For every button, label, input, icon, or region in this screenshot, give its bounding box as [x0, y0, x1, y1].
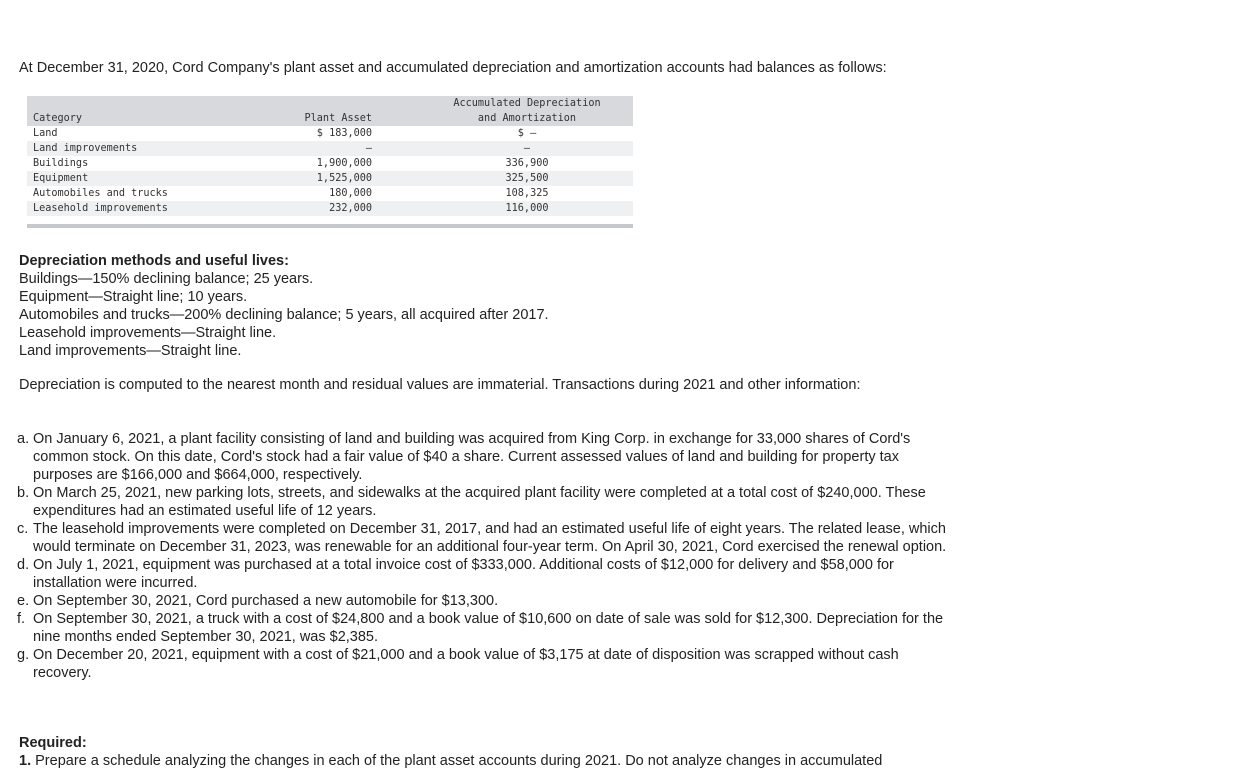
- transaction-item: [17, 484, 957, 520]
- table-row: [27, 186, 633, 201]
- item-text: On January 6, 2021, a plant facility consisting of land and building was acquired from King Corp. in exchange for 33,000 shares of Cord's common stock. On this date, Cord's stock had a fair value of $40 a share. Current assessed values of land and building for property tax purposes are $166,000 and $664,000, respectively.: [33, 431, 911, 483]
- row-plant-asset: 1,900,000: [316, 158, 372, 169]
- required-item-number: 1.: [19, 753, 32, 769]
- table-row: [27, 126, 633, 141]
- computation-note: Depreciation is computed to the nearest month and residual values are immaterial. Transactions during 2021 and other information:: [19, 377, 861, 393]
- transaction-item: [17, 592, 957, 610]
- item-letter: c.: [17, 521, 29, 537]
- item-letter: f.: [17, 611, 26, 627]
- transactions-list: [17, 430, 957, 682]
- row-accum: 116,000: [505, 203, 549, 214]
- item-letter: e.: [17, 593, 30, 609]
- row-category: Land improvements: [33, 143, 138, 154]
- item-text: On July 1, 2021, equipment was purchased at a total invoice cost of $333,000. Additional costs of $12,000 for delivery and $58,000 for installation were incurred.: [33, 557, 894, 591]
- method-line: Leasehold improvements—Straight line.: [19, 325, 277, 341]
- row-accum: 325,500: [505, 173, 549, 184]
- row-plant-asset: –: [365, 143, 372, 154]
- item-letter: g.: [17, 647, 30, 663]
- item-text: On December 20, 2021, equipment with a cost of $21,000 and a book value of $3,175 at date of disposition was scrapped without cash recovery.: [33, 647, 899, 681]
- table-header: [27, 96, 633, 126]
- item-letter: d.: [17, 557, 30, 573]
- item-letter: a.: [17, 431, 30, 447]
- transaction-item: [17, 520, 957, 556]
- row-category: Automobiles and trucks: [33, 188, 168, 199]
- required-label: Required:: [19, 735, 87, 751]
- row-category: Leasehold improvements: [33, 203, 168, 214]
- row-accum: –: [523, 143, 531, 154]
- row-accum: 108,325: [505, 188, 549, 199]
- transaction-item: [17, 556, 957, 592]
- required-item: [19, 752, 882, 770]
- header-accum-line1: Accumulated Depreciation: [453, 98, 601, 109]
- transaction-item: [17, 430, 957, 484]
- item-text: On March 25, 2021, new parking lots, streets, and sidewalks at the acquired plant facility were completed at a total cost of $240,000. These expenditures had an estimated useful life of 12 years.: [33, 485, 926, 519]
- required-item-text: Prepare a schedule analyzing the changes in each of the plant asset accounts during 2021. Do not analyze changes in accumulated: [35, 753, 883, 769]
- table-bottom-rule: [27, 224, 633, 228]
- required-section: [19, 734, 882, 770]
- transaction-item: [17, 610, 957, 646]
- balances-table: [27, 96, 633, 230]
- row-accum: $ –: [517, 128, 537, 139]
- depreciation-methods: [19, 252, 549, 360]
- header-accum-line2: and Amortization: [477, 113, 577, 124]
- item-text: On September 30, 2021, a truck with a cost of $24,800 and a book value of $10,600 on date of sale was sold for $12,300. Depreciation for the nine months ended September 30, 2021, was $2,385.: [33, 611, 944, 645]
- table-row: [27, 171, 633, 186]
- item-text: The leasehold improvements were completed on December 31, 2017, and had an estimated useful life of eight years. The related lease, which would terminate on December 31, 2023, was renewable for an additional four-year term. On April 30, 2021, Cord exercised the renewal option.: [33, 521, 947, 555]
- method-line: Equipment—Straight line; 10 years.: [19, 289, 248, 305]
- method-line: Buildings—150% declining balance; 25 years.: [19, 271, 314, 287]
- header-category: Category: [33, 113, 83, 124]
- row-accum: 336,900: [505, 158, 549, 169]
- row-plant-asset: 232,000: [329, 203, 372, 214]
- header-plant-asset: Plant Asset: [304, 113, 372, 124]
- row-category: Equipment: [33, 173, 89, 184]
- intro-text: At December 31, 2020, Cord Company's plant asset and accumulated depreciation and amortization accounts had balances as follows:: [19, 60, 887, 76]
- table-row: [27, 201, 633, 216]
- method-line: Land improvements—Straight line.: [19, 343, 242, 359]
- item-letter: b.: [17, 485, 30, 501]
- table-row: [27, 156, 633, 171]
- table-row: [27, 141, 633, 156]
- row-category: Buildings: [33, 158, 89, 169]
- row-plant-asset: 180,000: [329, 188, 372, 199]
- row-plant-asset: $ 183,000: [316, 128, 372, 139]
- transaction-item: [17, 646, 957, 682]
- row-plant-asset: 1,525,000: [316, 173, 372, 184]
- row-category: Land: [33, 128, 58, 139]
- method-line: Automobiles and trucks—200% declining balance; 5 years, all acquired after 2017.: [19, 307, 549, 323]
- methods-title: Depreciation methods and useful lives:: [19, 253, 289, 269]
- item-text: On September 30, 2021, Cord purchased a new automobile for $13,300.: [33, 593, 499, 609]
